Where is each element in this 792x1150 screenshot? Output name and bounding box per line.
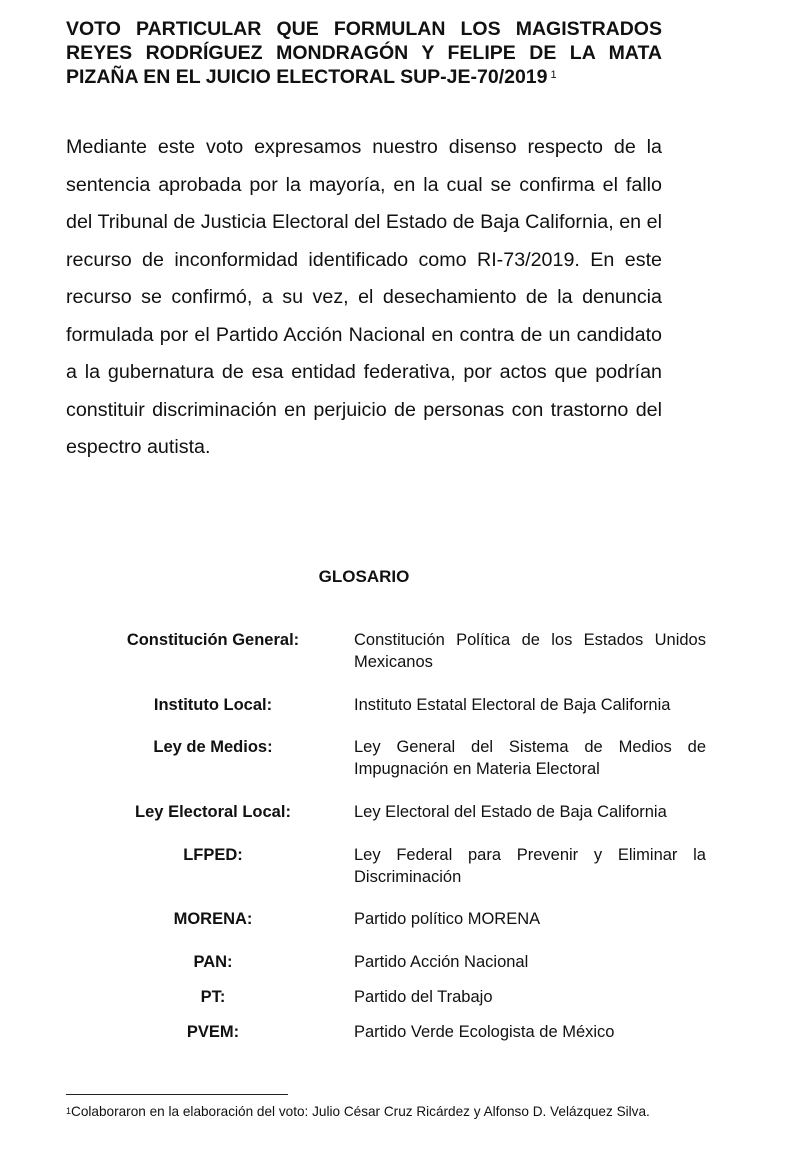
footnote-text: Colaboraron en la elaboración del voto: Julio César Cruz Ricárdez y Alfonso D. Velázquez Silva. [71, 1104, 650, 1119]
glossary-definition: Partido del Trabajo [354, 988, 493, 1006]
glossary-term: Instituto Local: [153, 696, 273, 714]
glossary-term: PVEM: [186, 1023, 240, 1041]
glossary-term: PT: [200, 988, 226, 1006]
glossary-definition: Constitución Política de los Estados Unidos Mexicanos [354, 631, 706, 671]
footnote-number: 1 [66, 1106, 72, 1116]
document-title [66, 17, 662, 89]
glossary-term: Ley Electoral Local: [135, 803, 291, 821]
document-title-text: VOTO PARTICULAR QUE FORMULAN LOS MAGISTRADOS REYES RODRÍGUEZ MONDRAGÓN Y FELIPE DE LA MATA PIZAÑA EN EL JUICIO ELECTORAL SUP-JE-70/2019 [66, 18, 662, 88]
footnote [66, 1103, 662, 1121]
title-footnote-marker: 1 [550, 69, 557, 81]
glossary-term: Constitución General: [126, 631, 300, 649]
glossary-definition: Ley Federal para Prevenir y Eliminar la Discriminación [354, 846, 706, 886]
glossary-term: LFPED: [183, 846, 243, 864]
glossary-definition: Ley General del Sistema de Medios de Impugnación en Materia Electoral [354, 738, 706, 778]
glossary-term: MORENA: [173, 910, 253, 928]
glossary-heading: GLOSARIO [318, 567, 410, 586]
glossary-definition: Partido político MORENA [354, 910, 541, 928]
glossary-definition: Partido Verde Ecologista de México [354, 1023, 615, 1041]
glossary-definition: Partido Acción Nacional [354, 953, 529, 971]
footnote-divider [66, 1094, 288, 1095]
glossary-definition: Instituto Estatal Electoral de Baja California [354, 696, 671, 714]
glossary-term: PAN: [193, 953, 233, 971]
glossary-definition: Ley Electoral del Estado de Baja California [354, 803, 667, 821]
intro-paragraph: Mediante este voto expresamos nuestro disenso respecto de la sentencia aprobada por la mayoría, en la cual se confirma el fallo del Tribunal de Justicia Electoral del Estado de Baja California, en el recurso de inconformidad identificado como RI-73/2019. En este recurso se confirmó, a su vez, el desechamiento de la denuncia formulada por el Partido Acción Nacional en contra de un candidato a la gubernatura de esa entidad federativa, por actos que podrían constituir discriminación en perjuicio de personas con trastorno del espectro autista. [66, 136, 662, 458]
glossary-term: Ley de Medios: [153, 738, 273, 756]
